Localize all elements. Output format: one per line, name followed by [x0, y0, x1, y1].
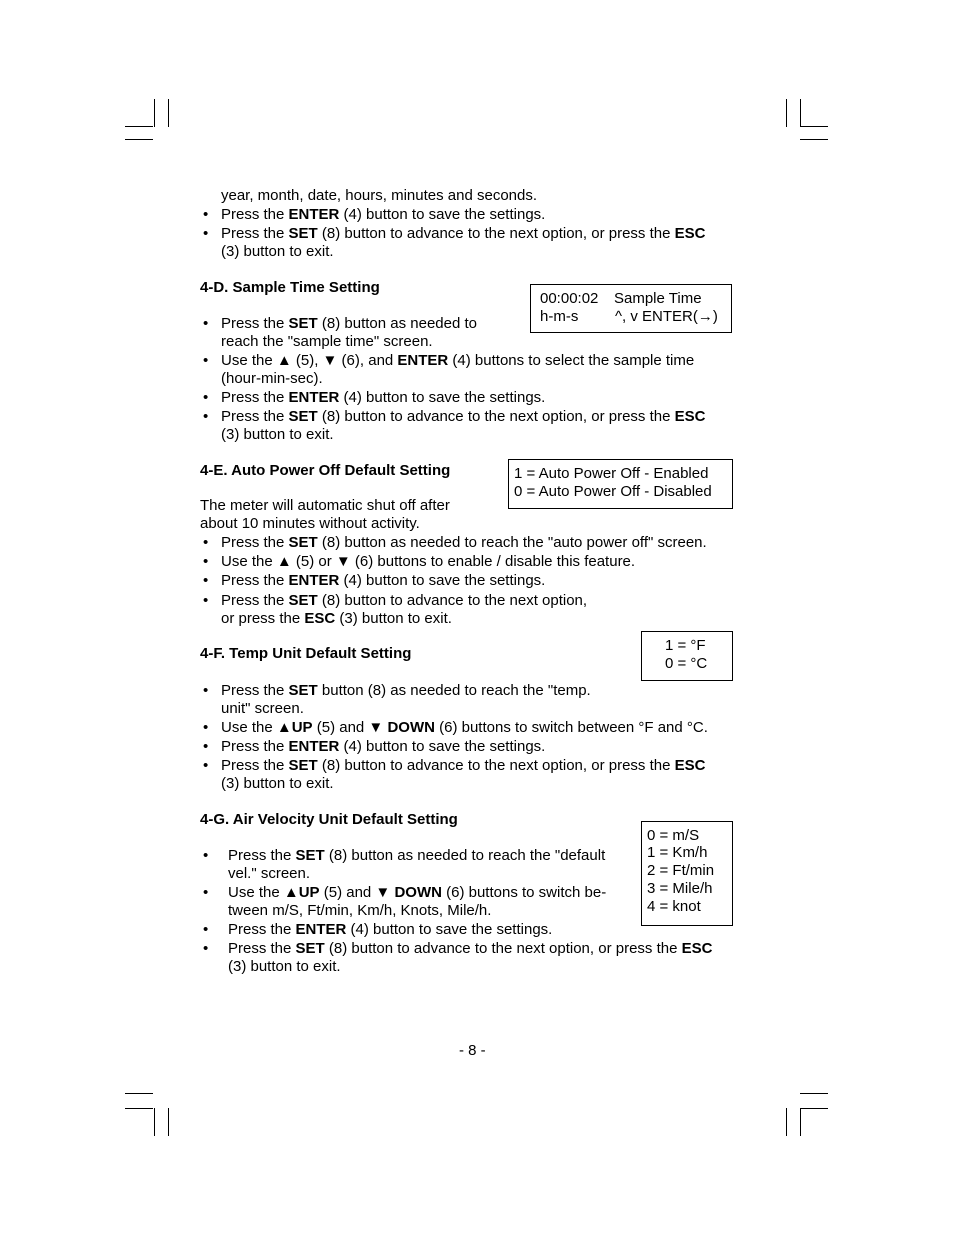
page-number: - 8 - [459, 1042, 486, 1059]
list-item: Press the ENTER (4) button to save the settings. [228, 921, 553, 938]
lcd-display-auto-power-off [508, 459, 733, 509]
crop-mark [800, 1108, 801, 1136]
section-heading-4e: 4-E. Auto Power Off Default Setting [200, 462, 451, 479]
list-item: Press the SET (8) button as needed to reach the "auto power off" screen. [221, 534, 707, 551]
list-item-line2: tween m/S, Ft/min, Km/h, Knots, Mile/h. [228, 902, 492, 919]
crop-mark [125, 1093, 153, 1094]
list-item: Use the ▲ (5) or ▼ (6) buttons to enable / disable this feature. [221, 553, 636, 570]
continuation-line: year, month, date, hours, minutes and seconds. [221, 187, 538, 204]
list-item: Use the ▲UP (5) and ▼ DOWN (6) buttons to switch be- [228, 884, 607, 901]
list-item-line2: or press the ESC (3) button to exit. [221, 610, 452, 627]
crop-mark [168, 1108, 169, 1136]
lcd-text: ^, v ENTER(→) [615, 308, 718, 325]
bullet: • [203, 408, 209, 425]
list-item-line2: (3) button to exit. [221, 775, 334, 792]
crop-mark [800, 1108, 828, 1109]
list-item: Press the SET (8) button to advance to the next option, or press the ESC [221, 757, 706, 774]
crop-mark [154, 99, 155, 127]
crop-mark [786, 99, 787, 127]
list-item-line2: (3) button to exit. [221, 243, 334, 260]
lcd-display-temp-unit [641, 631, 733, 681]
list-item-line2: unit" screen. [221, 700, 304, 717]
list-item: Use the ▲ (5), ▼ (6), and ENTER (4) buttons to select the sample time [221, 352, 695, 369]
list-item: Press the SET (8) button to advance to the next option, or press the ESC [221, 225, 706, 242]
bullet: • [203, 738, 209, 755]
bullet: • [203, 682, 209, 699]
crop-mark [125, 1108, 153, 1109]
list-item: Press the ENTER (4) button to save the settings. [221, 206, 546, 223]
crop-mark [800, 99, 801, 127]
lcd-text: 0 = °C [665, 655, 708, 672]
lcd-display-velocity-unit [641, 821, 733, 926]
lcd-display-sample-time [530, 284, 732, 333]
section-heading-4d: 4-D. Sample Time Setting [200, 279, 380, 296]
list-item-line2: (hour-min-sec). [221, 370, 323, 387]
list-item-line2: (3) button to exit. [228, 958, 341, 975]
bullet: • [203, 940, 209, 957]
crop-mark [154, 1108, 155, 1136]
bullet: • [203, 884, 209, 901]
section-heading-4g: 4-G. Air Velocity Unit Default Setting [200, 811, 458, 828]
bullet: • [203, 553, 209, 570]
crop-mark [168, 99, 169, 127]
lcd-text: 2 = Ft/min [647, 862, 715, 879]
bullet: • [203, 389, 209, 406]
list-item: Press the SET (8) button as needed to reach the "default [228, 847, 606, 864]
section-heading-4f: 4-F. Temp Unit Default Setting [200, 645, 412, 662]
lcd-text: 1 = Auto Power Off - Enabled [514, 465, 709, 482]
lcd-text: 4 = knot [647, 898, 701, 915]
lcd-text: 0 = Auto Power Off - Disabled [514, 483, 712, 500]
lcd-text: h-m-s [540, 308, 579, 325]
list-item: Press the SET button (8) as needed to reach the "temp. [221, 682, 591, 699]
bullet: • [203, 534, 209, 551]
bullet: • [203, 315, 209, 332]
list-item: Press the ENTER (4) button to save the settings. [221, 738, 546, 755]
crop-mark [800, 1093, 828, 1094]
bullet: • [203, 592, 209, 609]
bullet: • [203, 757, 209, 774]
list-item: Press the SET (8) button to advance to the next option, [221, 592, 588, 609]
lcd-text: 3 = Mile/h [647, 880, 713, 897]
lcd-text: 0 = m/S [647, 827, 700, 844]
crop-mark [786, 1108, 787, 1136]
crop-mark [800, 139, 828, 140]
list-item: Press the SET (8) button to advance to the next option, or press the ESC [221, 408, 706, 425]
bullet: • [203, 719, 209, 736]
list-item: Press the SET (8) button to advance to the next option, or press the ESC [228, 940, 713, 957]
lcd-text: Sample Time [614, 290, 702, 307]
bullet: • [203, 352, 209, 369]
crop-mark [125, 139, 153, 140]
crop-mark [800, 126, 828, 127]
list-item: Press the SET (8) button as needed to [221, 315, 477, 332]
crop-mark [125, 126, 153, 127]
list-item-line2: reach the "sample time" screen. [221, 333, 433, 350]
paragraph-line: about 10 minutes without activity. [200, 515, 420, 532]
bullet: • [203, 572, 209, 589]
lcd-text: 00:00:02 [540, 290, 599, 307]
list-item: Press the ENTER (4) button to save the settings. [221, 572, 546, 589]
list-item: Use the ▲UP (5) and ▼ DOWN (6) buttons to switch between °F and °C. [221, 719, 708, 736]
list-item-line2: (3) button to exit. [221, 426, 334, 443]
bullet: • [203, 921, 209, 938]
list-item-line2: vel." screen. [228, 865, 311, 882]
bullet: • [203, 847, 209, 864]
bullet: • [203, 206, 209, 223]
bullet: • [203, 225, 209, 242]
list-item: Press the ENTER (4) button to save the settings. [221, 389, 546, 406]
lcd-text: 1 = Km/h [647, 844, 708, 861]
paragraph-line: The meter will automatic shut off after [200, 497, 450, 514]
lcd-text: 1 = °F [665, 637, 706, 654]
